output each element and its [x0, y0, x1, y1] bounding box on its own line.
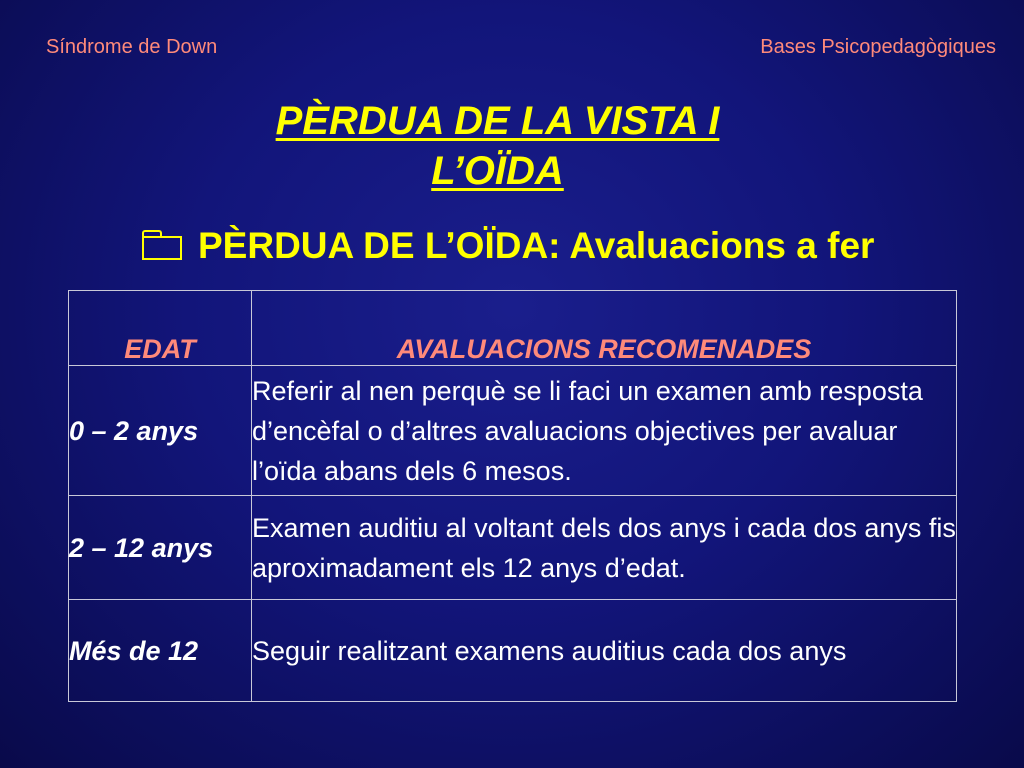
header-right-label: Bases Psicopedagògiques — [760, 36, 996, 58]
subtitle — [140, 222, 900, 270]
column-header-evaluations: AVALUACIONS RECOMENADES — [252, 291, 957, 366]
table-row — [69, 496, 957, 600]
age-cell: 0 – 2 anys — [69, 366, 252, 496]
table-header-row — [69, 291, 957, 366]
evaluations-table — [68, 290, 957, 702]
subtitle-text: PÈRDUA DE L’OÏDA: Avaluacions a fer — [198, 225, 875, 266]
column-header-age: EDAT — [69, 291, 252, 366]
slide-title-line2: L’OÏDA — [431, 149, 564, 193]
slide-title-line1: PÈRDUA DE LA VISTA I — [275, 99, 720, 143]
age-cell: 2 – 12 anys — [69, 496, 252, 600]
table-row — [69, 600, 957, 702]
header-left-label: Síndrome de Down — [46, 36, 218, 58]
table-row — [69, 366, 957, 496]
evaluation-cell: Examen auditiu al voltant dels dos anys i cada dos anys fis aproximadament els 12 anys d’edat. — [252, 496, 957, 600]
folder-icon — [140, 230, 184, 260]
slide-title — [0, 96, 995, 196]
evaluation-cell: Referir al nen perquè se li faci un examen amb resposta d’encèfal o d’altres avaluacions objectives per avaluar l’oïda abans dels 6 mesos. — [252, 366, 957, 496]
evaluation-cell: Seguir realitzant examens auditius cada dos anys — [252, 600, 957, 702]
age-cell: Més de 12 — [69, 600, 252, 702]
